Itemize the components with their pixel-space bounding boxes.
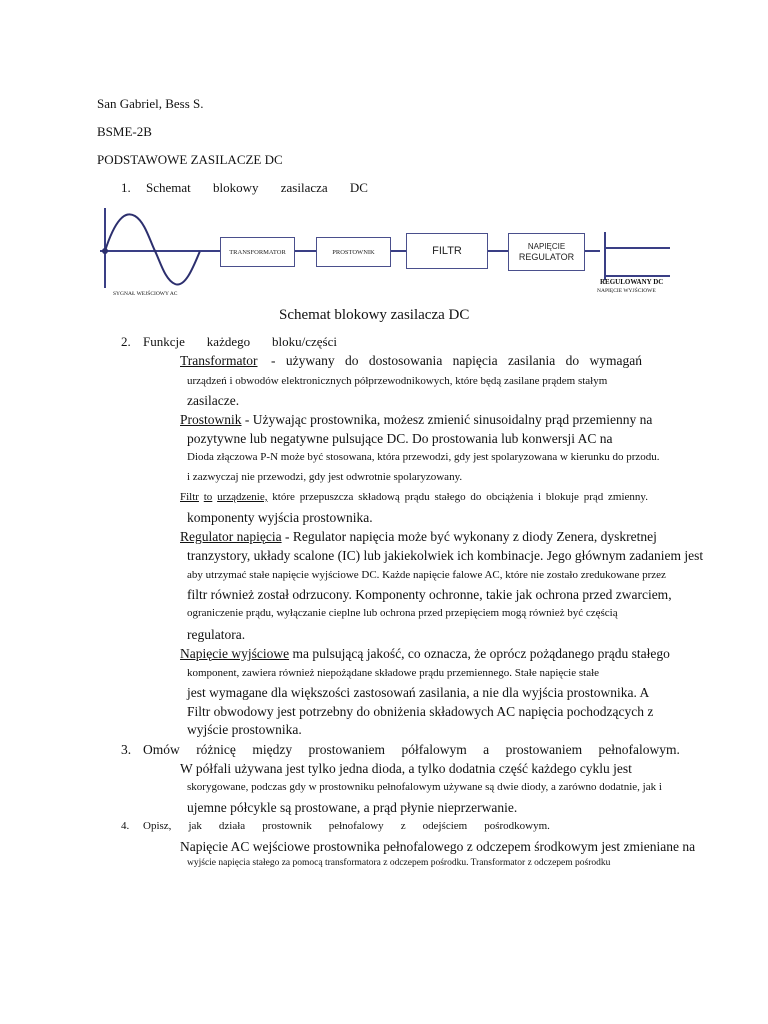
rectifier-line1: Prostownik - Używając prostownika, możesz zmienić sinusoidalny prąd przemienny na bbox=[180, 412, 653, 427]
q4-answer-line2: wyjście napięcia stałego za pomocą transformatora z odczepem pośrodku. Transformator z odczepem pośrodku bbox=[187, 858, 611, 868]
q1-word: blokowy bbox=[213, 180, 259, 195]
rectifier-line2: pozytywne lub negatywne pulsujące DC. Do prostowania lub konwersji AC na bbox=[187, 431, 613, 446]
output-line3: jest wymagane dla większości zastosowań zasilania, a nie dla wyjścia prostownika. A bbox=[187, 685, 650, 700]
regulator-term: Regulator napięcia bbox=[180, 529, 282, 544]
output-line1: Napięcie wyjściowe ma pulsującą jakość, co oznacza, że oprócz pożądanego prądu stałego bbox=[180, 646, 670, 661]
input-signal-label: SYGNAŁ WEJŚCIOWY AC bbox=[113, 291, 178, 297]
q1-word: DC bbox=[349, 180, 368, 195]
rectifier-line4: i zazwyczaj nie przewodzi, gdy jest odwrotnie spolaryzowany. bbox=[187, 471, 463, 483]
regulator-block bbox=[508, 233, 585, 271]
q2-word: każdego bbox=[206, 334, 251, 349]
regulator-line4: filtr również został odrzucony. Komponenty ochronne, takie jak ochrona przed zwarciem, bbox=[187, 587, 672, 602]
q3-answer-line1: W półfali używana jest tylko jedna dioda, a tylko dodatnia część każdego cyklu jest bbox=[180, 761, 632, 776]
output-line5: wyjście prostownika. bbox=[187, 722, 302, 737]
output-label-1: REGULOWANY DC bbox=[600, 278, 664, 286]
transformer-line3: zasilacze. bbox=[187, 393, 240, 408]
author-name: San Gabriel, Bess S. bbox=[97, 96, 204, 111]
document-title: PODSTAWOWE ZASILACZE DC bbox=[97, 152, 283, 167]
q4-heading: Opisz, jak działa prostownik pełnofalowy z odejściem pośrodkowym. bbox=[143, 820, 550, 832]
q4-number: 4. bbox=[121, 820, 130, 832]
output-label-2: NAPIĘCIE WYJŚCIOWE bbox=[597, 288, 656, 294]
regulator-line3: aby utrzymać stałe napięcie wyjściowe DC. Każde napięcie falowe AC, które nie zostało zredukowane przez bbox=[187, 569, 666, 581]
q2-word: bloku/części bbox=[272, 334, 337, 349]
rectifier-term: Prostownik bbox=[180, 412, 242, 427]
q3-answer-line3: ujemne półcykle są prostowane, a prąd płynie nieprzerwanie. bbox=[187, 800, 518, 815]
q1-word: zasilacza bbox=[280, 180, 328, 195]
transformer-term: Transformator bbox=[180, 353, 258, 368]
q2-number: 2. bbox=[121, 334, 131, 349]
filter-line1: Filtr to urządzenie, które przepuszcza składową prądu stałego do obciążenia i blokuje prąd zmienny. bbox=[180, 491, 648, 503]
filter-block: FILTR bbox=[406, 233, 488, 269]
q3-answer-line2: skorygowane, podczas gdy w prostowniku pełnofalowym używane są dwie diody, a zarówno dodatnie, jak i bbox=[187, 781, 662, 793]
q3-number: 3. bbox=[121, 742, 132, 757]
diagram-caption: Schemat blokowy zasilacza DC bbox=[279, 307, 470, 323]
q2-word: Funkcje bbox=[143, 334, 185, 349]
q1-word: Schemat bbox=[146, 180, 191, 195]
output-term: Napięcie wyjściowe bbox=[180, 646, 290, 661]
rectifier-block: PROSTOWNIK bbox=[316, 237, 391, 267]
transformer-line2: urządzeń i obwodów elektronicznych półprzewodnikowych, które będą zasilane prądem stałym bbox=[187, 375, 608, 387]
class-section: BSME-2B bbox=[97, 124, 152, 139]
filter-line2: komponenty wyjścia prostownika. bbox=[187, 510, 373, 525]
regulator-block-line1: NAPIĘCIE bbox=[527, 242, 566, 251]
regulator-block-line2: REGULATOR bbox=[518, 252, 575, 262]
q3-heading: Omów różnicę między prostowaniem półfalowym a prostowaniem pełnofalowym. bbox=[143, 742, 680, 757]
filter-term: Filtr bbox=[180, 491, 199, 503]
rectifier-line3: Dioda złączowa P-N może być stosowana, która przewodzi, gdy jest spolaryzowana w kierunku do przodu. bbox=[187, 451, 660, 463]
output-line4: Filtr obwodowy jest potrzebny do obniżenia składowych AC napięcia pochodzących z bbox=[187, 704, 654, 719]
q2-heading bbox=[143, 334, 337, 349]
sine-wave-icon bbox=[105, 214, 200, 284]
regulator-line5: ograniczenie prądu, wyłączanie cieplne lub ochrona przed przepięciem mogą również być częścią bbox=[187, 607, 618, 619]
transformer-line1: - używany do dostosowania napięcia zasilania do wymagań bbox=[271, 353, 642, 368]
output-line2: komponent, zawiera również niepożądane składowe prądu przemiennego. Stałe napięcie stałe bbox=[187, 667, 600, 679]
regulator-line2: tranzystory, układy scalone (IC) lub jakiekolwiek ich kombinacje. Jego głównym zadaniem jest bbox=[187, 548, 704, 563]
block-diagram bbox=[98, 208, 678, 303]
q4-answer-line1: Napięcie AC wejściowe prostownika pełnofalowego z odczepem środkowym jest zmieniane na bbox=[180, 839, 696, 854]
regulator-line1: Regulator napięcia - Regulator napięcia może być wykonany z diody Zenera, dyskretnej bbox=[180, 529, 657, 544]
q1-heading bbox=[146, 180, 368, 195]
q1-number: 1. bbox=[121, 180, 131, 195]
transformer-block: TRANSFORMATOR bbox=[220, 237, 295, 267]
input-node-dot bbox=[102, 248, 108, 254]
regulator-line6: regulatora. bbox=[187, 627, 246, 642]
